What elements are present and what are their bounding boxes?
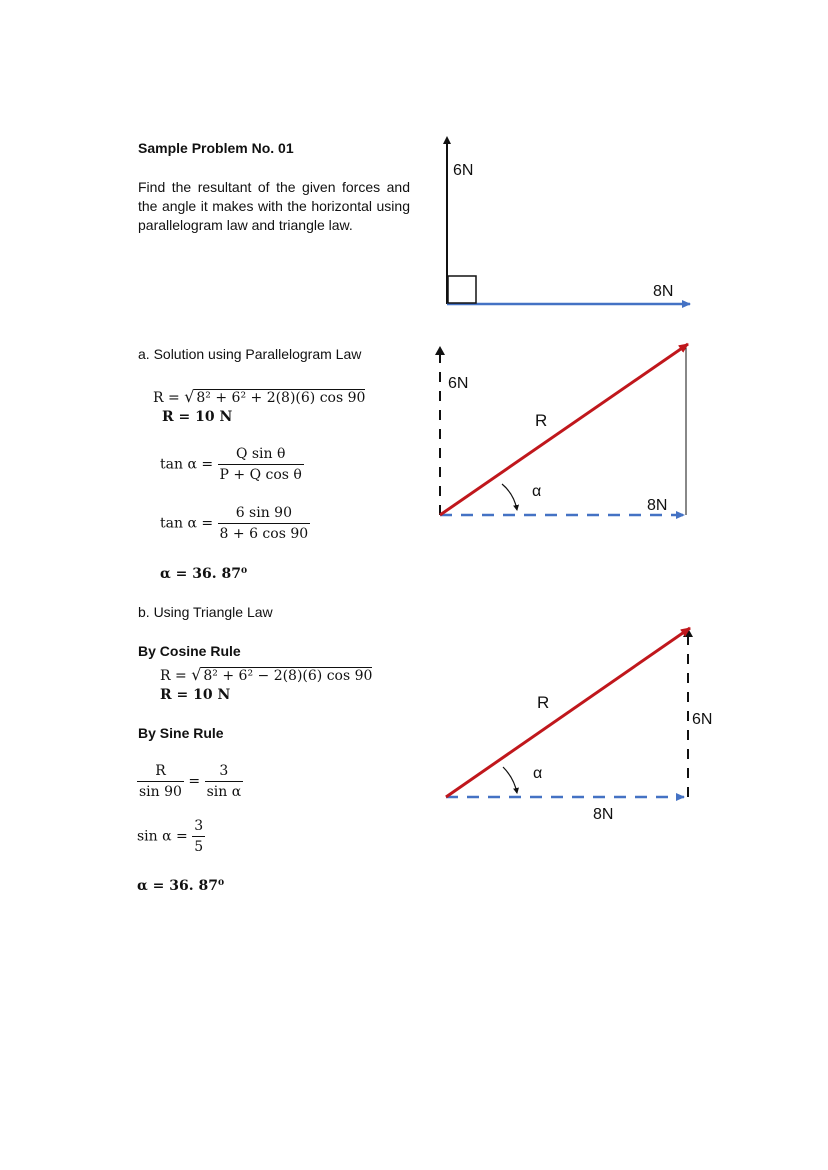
part-b-eq1-lhs: R =: [160, 668, 187, 684]
sine-rule-heading: By Sine Rule: [138, 725, 224, 741]
fig3-vertical-label: 6N: [692, 711, 713, 728]
part-b-alpha-result: α = 36. 87⁰: [137, 878, 225, 894]
sine-equals: =: [188, 773, 201, 790]
part-a-eq2: R = 10 N: [162, 409, 233, 425]
fig1-vertical-label: 6N: [453, 162, 474, 179]
problem-title: Sample Problem No. 01: [138, 140, 294, 156]
fig3-angle-label: α: [533, 765, 543, 782]
cosine-rule-heading: By Cosine Rule: [138, 643, 241, 659]
fig2-angle-arc: [502, 484, 517, 510]
part-b-eq1-radicand: 8² + 6² − 2(8)(6) cos 90: [203, 668, 373, 684]
sin-lhs: sin α =: [137, 828, 188, 845]
fig3-resultant: [446, 628, 690, 797]
tan2-numerator: 6 sin 90: [235, 505, 292, 521]
fig2-vertical-arrowhead: [435, 346, 445, 355]
figure-1-forces: [447, 140, 690, 304]
sin-numerator: 3: [194, 818, 204, 834]
sqrt-symbol: √: [191, 665, 202, 684]
fig1-horizontal-label: 8N: [653, 283, 674, 300]
tan-numerator: Q sin θ: [235, 446, 286, 462]
part-a-eq1-radicand: 8² + 6² + 2(8)(6) cos 90: [196, 390, 366, 406]
part-a-alpha-result: α = 36. 87⁰: [160, 566, 248, 582]
fig2-angle-label: α: [532, 483, 542, 500]
fig2-vertical-label: 6N: [448, 375, 469, 392]
right-angle-marker: [448, 276, 476, 303]
fig3-angle-arc: [503, 767, 517, 793]
tan2-lhs: tan α =: [160, 515, 214, 532]
figure-3-triangle: [446, 628, 712, 823]
sine-numerator-1: R: [155, 763, 166, 779]
sine-denominator-2: sin α: [205, 781, 244, 800]
sqrt-symbol: √: [184, 387, 195, 406]
fig2-resultant: [440, 344, 688, 515]
fig2-horizontal-label: 8N: [647, 497, 668, 514]
part-b-heading: b. Using Triangle Law: [138, 604, 273, 620]
fig2-resultant-label: R: [535, 411, 548, 430]
figure-2-parallelogram: [435, 344, 688, 515]
part-a-eq1-lhs: R =: [153, 390, 180, 406]
sin-denominator: 5: [192, 836, 205, 855]
problem-statement: Find the resultant of the given forces and the angle it makes with the horizontal using parallelogram law and triangle law.: [138, 179, 410, 233]
fig3-horizontal-label: 8N: [593, 806, 614, 823]
tan-denominator: P + Q cos θ: [218, 464, 304, 483]
sine-denominator-1: sin 90: [137, 781, 184, 800]
tan-lhs: tan α =: [160, 456, 214, 473]
tan2-denominator: 8 + 6 cos 90: [218, 523, 311, 542]
part-a-heading: a. Solution using Parallelogram Law: [138, 346, 362, 362]
sine-numerator-2: 3: [219, 763, 229, 779]
part-b-eq2: R = 10 N: [160, 687, 231, 703]
fig3-resultant-label: R: [537, 693, 550, 712]
